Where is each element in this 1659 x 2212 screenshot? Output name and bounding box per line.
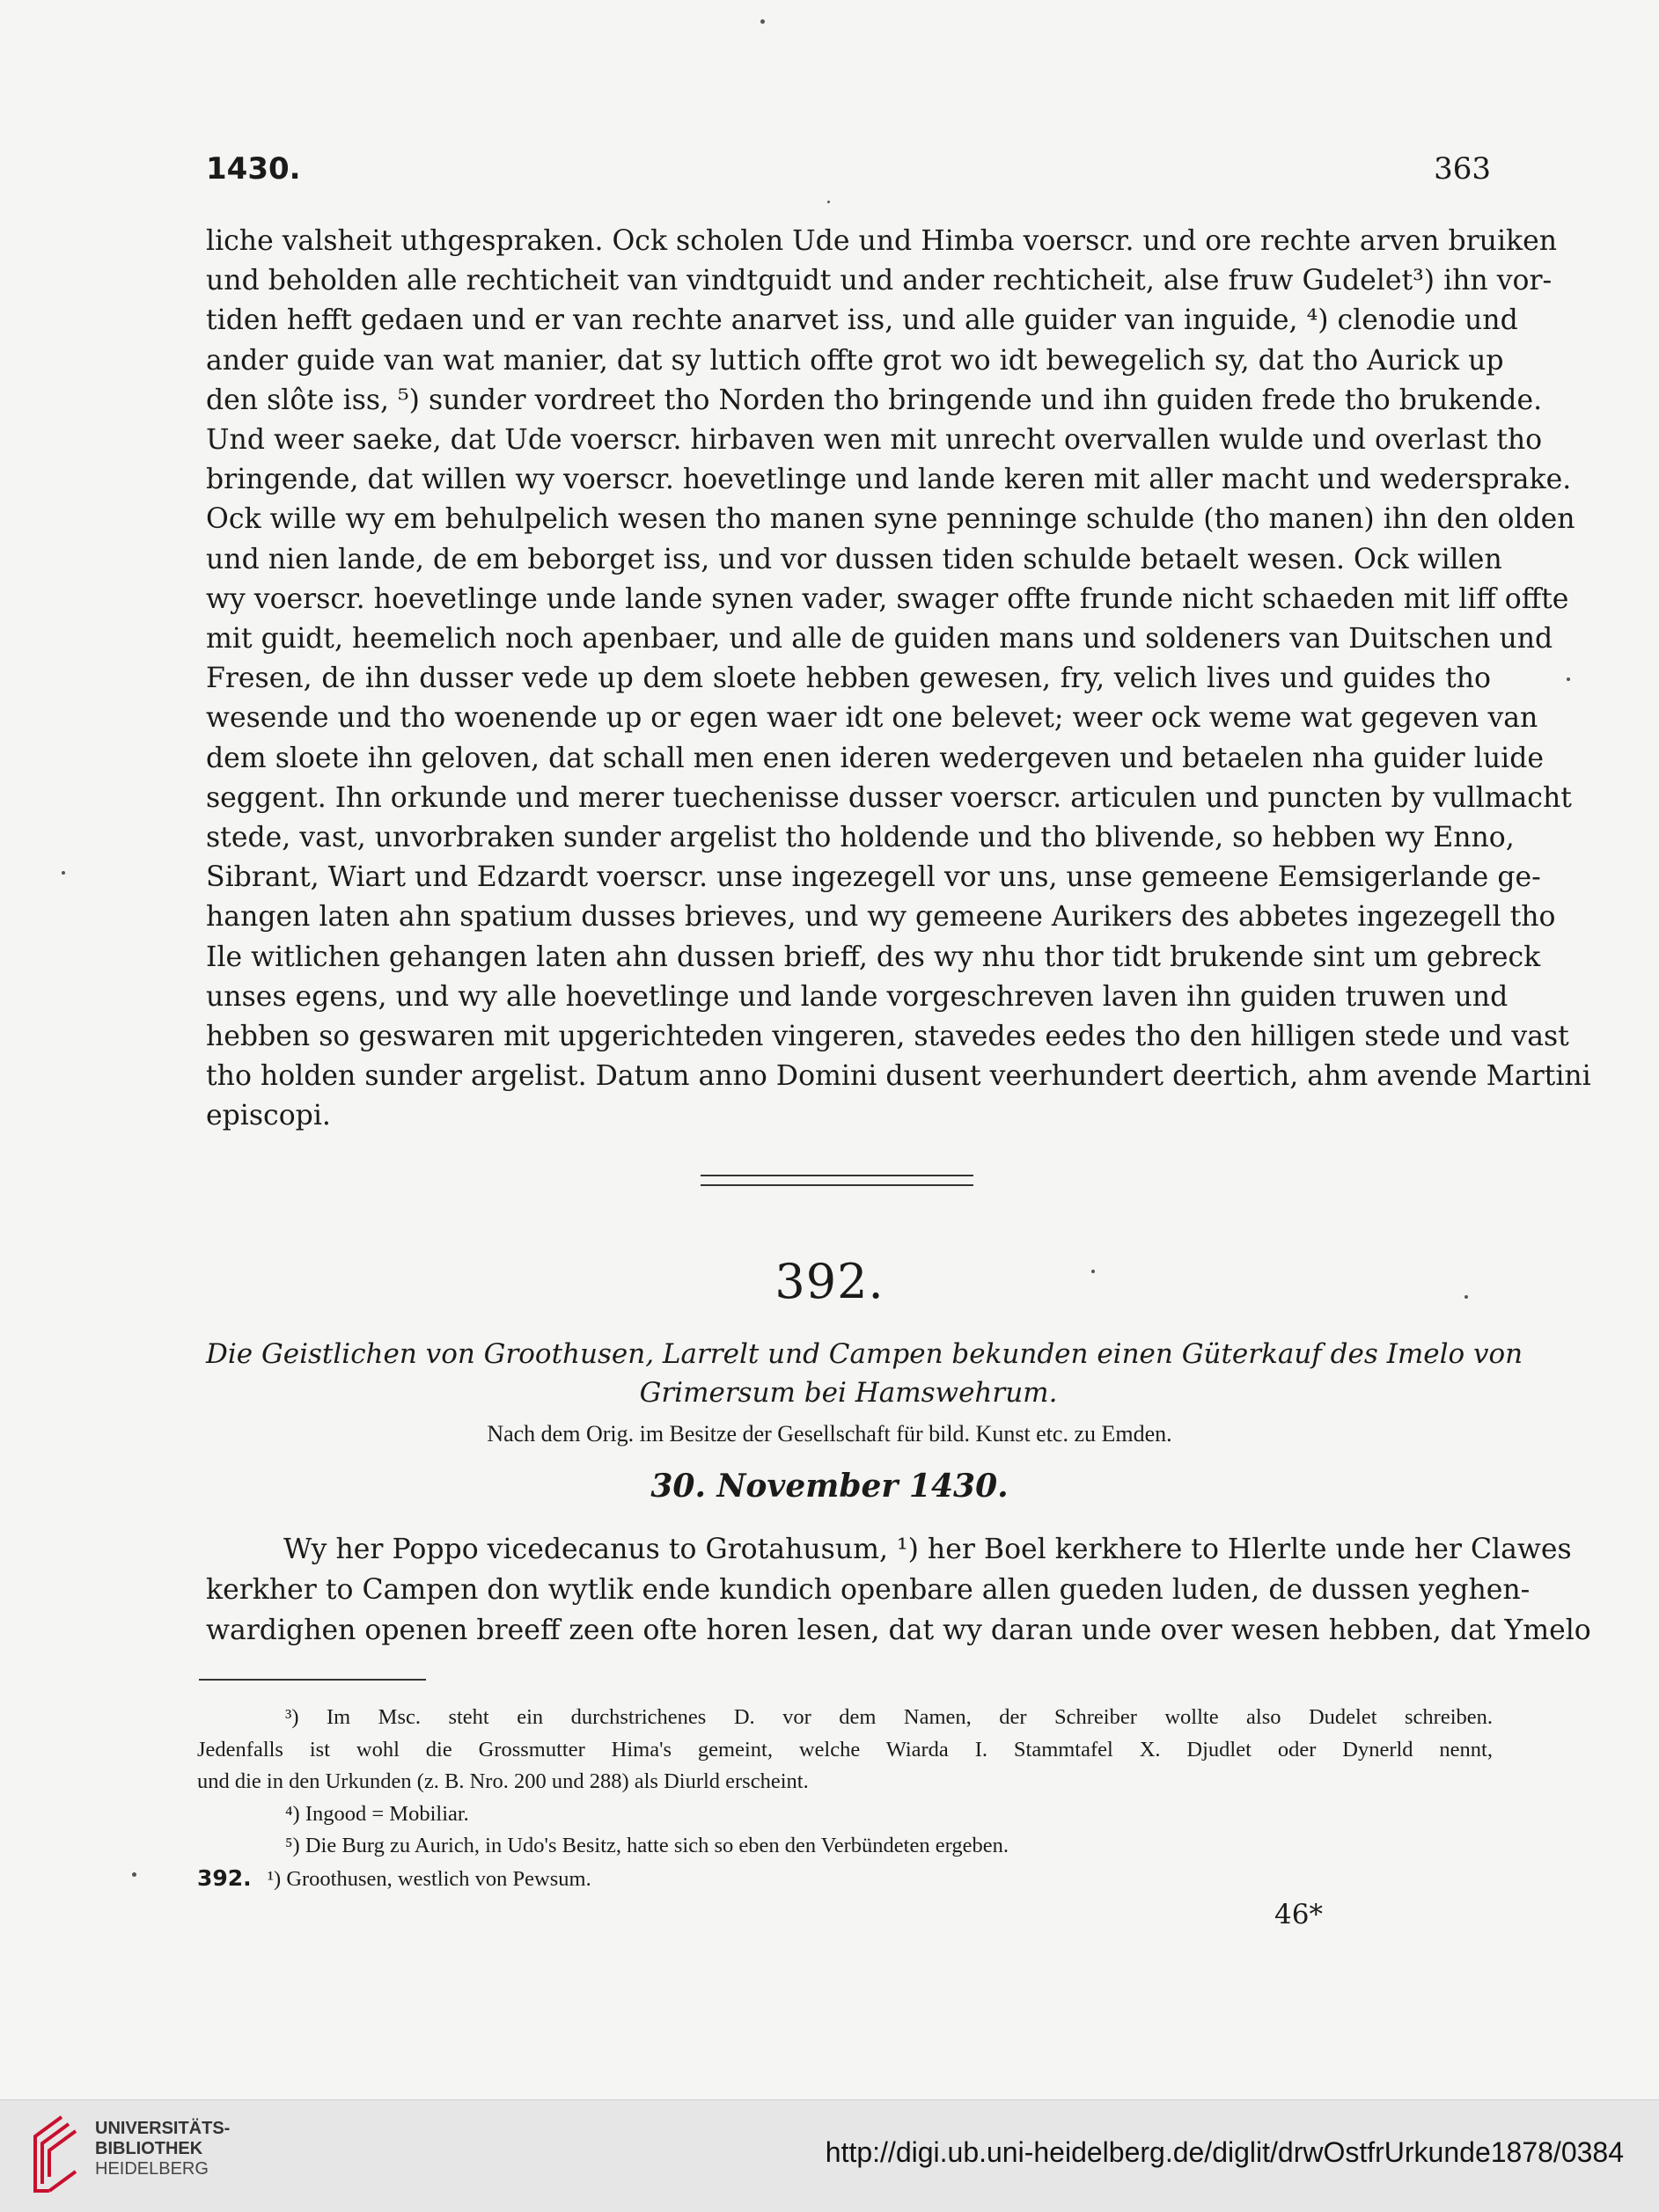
page-number: 363 — [1434, 151, 1491, 187]
text-line: wy voerscr. hoevetlinge unde lande synen vader, swager offte frunde nicht schaeden mit liff offte — [206, 582, 1569, 615]
footnote-rule — [199, 1679, 426, 1681]
text-line: dem sloete ihn geloven, dat schall men enen ideren wedergeven und betaelen nha guider luide — [206, 742, 1544, 774]
text-line: stede, vast, unvorbraken sunder argelist tho holdende und tho blivende, so hebben wy Enno, — [206, 822, 1515, 854]
text-line: unses egens, und wy alle hoevetlinge und lande vorgeschreven laven ihn guiden truwen und — [206, 980, 1509, 1013]
footnote-line: ³) Im Msc. steht ein durchstrichenes D. vor dem Namen, der Schreiber wollte also Dudelet schreiben. — [285, 1705, 1493, 1729]
library-name — [95, 2119, 230, 2179]
section-divider — [701, 1175, 973, 1186]
text-line: hebben so geswaren mit upgerichteden vingeren, stavedes eedes tho den hilligen stede und vast — [206, 1021, 1569, 1053]
document-number: 392. — [774, 1254, 885, 1309]
text-line: bringende, dat willen wy voerscr. hoevetlinge und lande keren mit aller macht und wedersprake. — [206, 464, 1572, 496]
scan-speck — [132, 1872, 136, 1877]
scan-speck — [760, 19, 765, 24]
library-name-line: BIBLIOTHEK — [95, 2139, 203, 2158]
library-logo-icon — [23, 2110, 84, 2201]
footnote-392-label: 392. — [197, 1864, 252, 1891]
text-line: hangen laten ahn spatium dusses brieves, und wy gemeene Aurikers des abbetes ingezegell tho — [206, 901, 1556, 934]
text-line: wardighen openen breeff zeen ofte horen lesen, dat wy daran unde over wesen hebben, dat Ymelo — [206, 1615, 1591, 1646]
scan-speck — [827, 201, 830, 203]
scan-speck — [1567, 678, 1570, 681]
footnote-line: ⁴) Ingood = Mobiliar. — [285, 1801, 469, 1826]
text-line: Ile witlichen gehangen laten ahn dussen brieff, des wy nhu thor tidt brukende sint um gebreck — [206, 941, 1541, 973]
text-line: den slôte iss, ⁵) sunder vordreet tho Norden tho bringende und ihn guiden frede tho brukende. — [206, 384, 1543, 416]
footnote-line: Jedenfalls ist wohl die Grossmutter Hima's gemeint, welche Wiarda I. Stammtafel X. Djudlet oder Dynerld nennt, — [197, 1737, 1493, 1762]
running-head — [206, 151, 1491, 195]
text-line: ander guide van wat manier, dat sy luttich offte grot wo idt bewegelich sy, dat tho Aurick up — [206, 344, 1504, 377]
text-line: episcopi. — [206, 1100, 331, 1132]
signature-mark: 46* — [1274, 1899, 1323, 1930]
text-line: wesende und tho woenende up or egen waer idt one belevet; weer ock weme wat gegeven van — [206, 702, 1538, 735]
footnote-line: und die in den Urkunden (z. B. Nro. 200 und 288) als Diurld erscheint. — [197, 1769, 809, 1793]
text-line: mit guidt, heemelich noch apenbaer, und alle de guiden mans und soldeners van Duitschen und — [206, 623, 1553, 656]
text-line: Fresen, de ihn dusser vede up dem sloete hebben gewesen, fry, velich lives und guides tho — [206, 663, 1491, 695]
continuation-text — [206, 222, 1591, 1137]
text-line: und beholden alle rechticheit van vindtguidt und ander rechticheit, alse fruw Gudelet³) ihn vor- — [206, 265, 1553, 297]
footnote-392-text: ¹) Groothusen, westlich von Pewsum. — [267, 1866, 591, 1891]
document-title-line: Die Geistlichen von Groothusen, Larrelt und Campen bekunden einen Güterkauf des Imelo von — [206, 1338, 1523, 1370]
text-line: Ock wille wy em behulpelich wesen tho manen syne penninge schulde (tho manen) ihn den olden — [206, 503, 1575, 536]
scan-speck — [1091, 1270, 1095, 1273]
text-line: seggent. Ihn orkunde und merer tuechenisse dusser voerscr. articulen und puncten by vullmacht — [206, 781, 1572, 814]
running-head-year: 1430. — [206, 151, 301, 187]
text-line: kerkher to Campen don wytlik ende kundich openbare allen gueden luden, de dussen yeghen- — [206, 1574, 1531, 1606]
text-line: tho holden sunder argelist. Datum anno Domini dusent veerhundert deertich, ahm avende Martini — [206, 1060, 1591, 1093]
footnote-line: ⁵) Die Burg zu Aurich, in Udo's Besitz, hatte sich so eben den Verbündeten ergeben. — [285, 1834, 1009, 1857]
text-line: liche valsheit uthgespraken. Ock scholen Ude und Himba voerscr. und ore rechte arven bruiken — [206, 225, 1558, 257]
source-note: Nach dem Orig. im Besitze der Gesellschaft für bild. Kunst etc. zu Emden. — [487, 1421, 1172, 1447]
scan-speck — [62, 871, 65, 875]
document-date: 30. November 1430. — [650, 1468, 1009, 1505]
document-title — [206, 1335, 1523, 1412]
text-line: Sibrant, Wiart und Edzardt voerscr. unse ingezegell vor uns, unse gemeene Eemsigerlande ge- — [206, 861, 1541, 894]
text-line: und nien lande, de em beborget iss, und vor dussen tiden schulde betaelt wesen. Ock willen — [206, 543, 1502, 575]
library-name-line: HEIDELBERG — [95, 2159, 209, 2179]
permalink-url[interactable]: http://digi.ub.uni-heidelberg.de/diglit/drwOstfrUrkunde1878/0384 — [825, 2136, 1624, 2168]
footnote-392 — [197, 1863, 1493, 1896]
footnotes — [197, 1702, 1493, 1895]
scan-speck — [1464, 1295, 1468, 1299]
document-title-line: Grimersum bei Hamswehrum. — [639, 1377, 1058, 1409]
library-name-line: UNIVERSITÄTS- — [95, 2119, 231, 2138]
text-line: Wy her Poppo vicedecanus to Grotahusum, ¹) her Boel kerkhere to Hlerlte unde her Clawes — [283, 1534, 1572, 1565]
text-line: Und weer saeke, dat Ude voerscr. hirbaven wen mit unrecht overvallen wulde und overlast tho — [206, 424, 1543, 457]
charter-text — [206, 1529, 1591, 1651]
text-line: tiden hefft gedaen und er van rechte anarvet iss, und alle guider van inguide, ⁴) clenodie und — [206, 304, 1518, 337]
